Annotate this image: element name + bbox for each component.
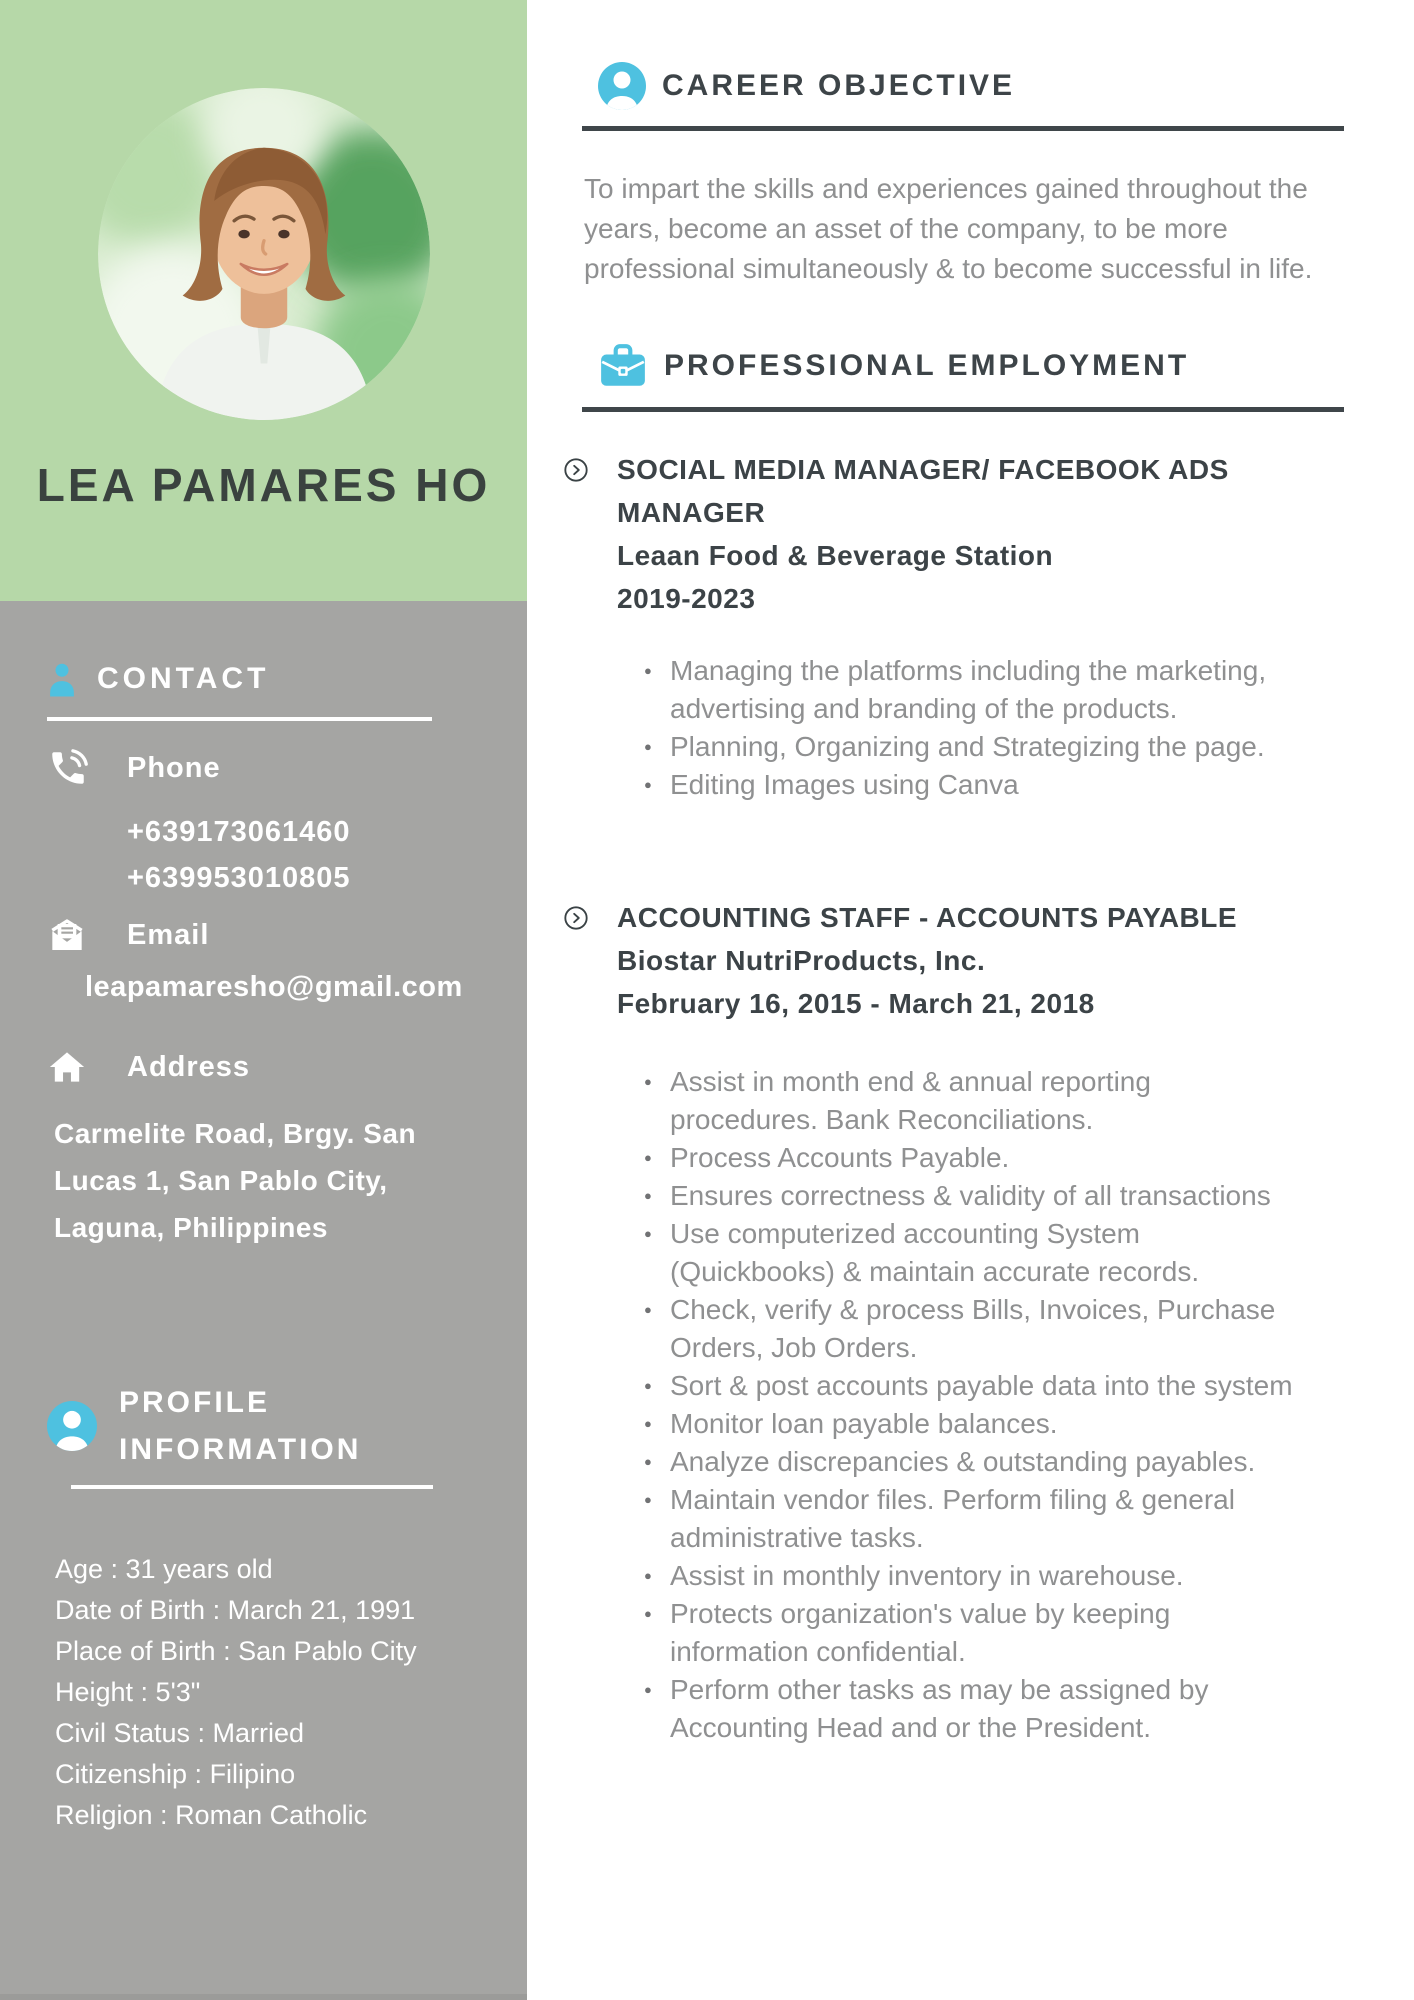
duty-item: ● Perform other tasks as may be assigned by Accounting Head and or the President.	[582, 1671, 1300, 1747]
career-objective-title: CAREER OBJECTIVE	[662, 69, 1016, 102]
job-entry-2	[582, 896, 1414, 1747]
main-content	[527, 0, 1414, 2000]
contact-section	[47, 661, 491, 1251]
email-label: Email	[127, 918, 210, 951]
career-objective-body: To impart the skills and experiences gained throughout the years, become an asset of the company, to be more professional simultaneously & to become successful in life.	[584, 173, 1313, 284]
profile-info-list	[55, 1549, 491, 1836]
circle-chevron-icon	[563, 905, 589, 931]
envelope-icon	[47, 915, 91, 955]
profile-header	[47, 1379, 491, 1473]
contact-header	[47, 661, 491, 697]
duty-item: ● Editing Images using Canva	[582, 766, 1300, 804]
address-label: Address	[127, 1050, 251, 1083]
job-2-period: February 16, 2015 - March 21, 2018	[617, 988, 1095, 1019]
contact-title: CONTACT	[97, 662, 270, 695]
phone-row	[47, 747, 491, 789]
phone-icon	[47, 747, 91, 789]
profile-information-section	[47, 1379, 491, 1836]
career-objective-section	[582, 62, 1414, 289]
profile-info-item: Height : 5'3"	[55, 1677, 201, 1707]
duty-item: ● Protects organization's value by keeping information confidential.	[582, 1595, 1300, 1671]
duty-item: ● Ensures correctness & validity of all transactions	[582, 1177, 1300, 1215]
employment-title: PROFESSIONAL EMPLOYMENT	[664, 349, 1190, 382]
phone-number-item: +639953010805	[127, 862, 351, 894]
address-row	[47, 1048, 491, 1086]
phone-number-item: +639173061460	[127, 816, 351, 848]
career-objective-divider	[582, 126, 1344, 131]
profile-info-item: Age : 31 years old	[55, 1554, 273, 1584]
duty-item: ● Check, verify & process Bills, Invoices, Purchase Orders, Job Orders.	[582, 1291, 1300, 1367]
circle-chevron-icon	[563, 457, 589, 483]
profile-title-line2: INFORMATION	[119, 1433, 362, 1466]
profile-photo-image	[98, 88, 430, 420]
profile-photo	[98, 88, 430, 420]
job-2-company: Biostar NutriProducts, Inc.	[617, 945, 986, 976]
profile-info-item: Religion : Roman Catholic	[55, 1800, 368, 1830]
job-1-duties	[582, 652, 1300, 804]
sidebar-body	[0, 601, 527, 2000]
contact-divider	[47, 717, 432, 721]
job-1-meta	[617, 448, 1297, 620]
employment-section	[582, 341, 1414, 1747]
job-1-period: 2019-2023	[617, 583, 756, 614]
phone-label: Phone	[127, 751, 221, 784]
job-1-title: SOCIAL MEDIA MANAGER/ FACEBOOK ADS MANAGER	[617, 454, 1229, 528]
profile-info-item: Date of Birth : March 21, 1991	[55, 1595, 416, 1625]
email-value: leapamaresho@gmail.com	[85, 971, 463, 1003]
email-row	[47, 915, 491, 955]
duty-item: ● Monitor loan payable balances.	[582, 1405, 1300, 1443]
briefcase-icon	[598, 341, 648, 391]
person-name: LEA PAMARES HO	[36, 459, 491, 511]
profile-title	[119, 1379, 361, 1473]
duty-item: ● Assist in monthly inventory in warehouse.	[582, 1557, 1300, 1595]
career-objective-header	[598, 62, 1414, 110]
job-2-title: ACCOUNTING STAFF - ACCOUNTS PAYABLE	[617, 902, 1238, 933]
person-icon	[47, 661, 77, 697]
duty-item: ● Use computerized accounting System (Quickbooks) & maintain accurate records.	[582, 1215, 1300, 1291]
profile-divider	[71, 1485, 433, 1489]
duty-item: ● Assist in month end & annual reporting procedures. Bank Reconciliations.	[582, 1063, 1300, 1139]
job-2-meta	[617, 896, 1297, 1025]
job-1-header	[563, 448, 1414, 620]
employment-divider	[582, 407, 1344, 412]
profile-title-line1: PROFILE	[119, 1386, 271, 1419]
avatar-circle-icon	[598, 62, 646, 110]
duty-item: ● Process Accounts Payable.	[582, 1139, 1300, 1177]
profile-info-item: Place of Birth : San Pablo City	[55, 1636, 417, 1666]
sidebar	[0, 0, 527, 2000]
job-2-header	[563, 896, 1414, 1025]
sidebar-header	[0, 0, 527, 601]
phone-numbers	[127, 809, 491, 901]
job-entry-1	[582, 448, 1414, 804]
profile-info-item: Citizenship : Filipino	[55, 1759, 296, 1789]
duty-item: ● Analyze discrepancies & outstanding payables.	[582, 1443, 1300, 1481]
job-2-duties	[582, 1063, 1300, 1747]
duty-item: ● Sort & post accounts payable data into the system	[582, 1367, 1300, 1405]
avatar-circle-icon	[47, 1401, 97, 1451]
profile-info-item: Civil Status : Married	[55, 1718, 305, 1748]
job-1-company: Leaan Food & Beverage Station	[617, 540, 1054, 571]
house-icon	[47, 1048, 91, 1086]
address-value: Carmelite Road, Brgy. San Lucas 1, San Pablo City, Laguna, Philippines	[54, 1118, 417, 1243]
employment-header	[598, 341, 1414, 391]
duty-item: ● Managing the platforms including the marketing, advertising and branding of the products.	[582, 652, 1300, 728]
duty-item: ● Maintain vendor files. Perform filing & general administrative tasks.	[582, 1481, 1300, 1557]
duty-item: ● Planning, Organizing and Strategizing the page.	[582, 728, 1300, 766]
